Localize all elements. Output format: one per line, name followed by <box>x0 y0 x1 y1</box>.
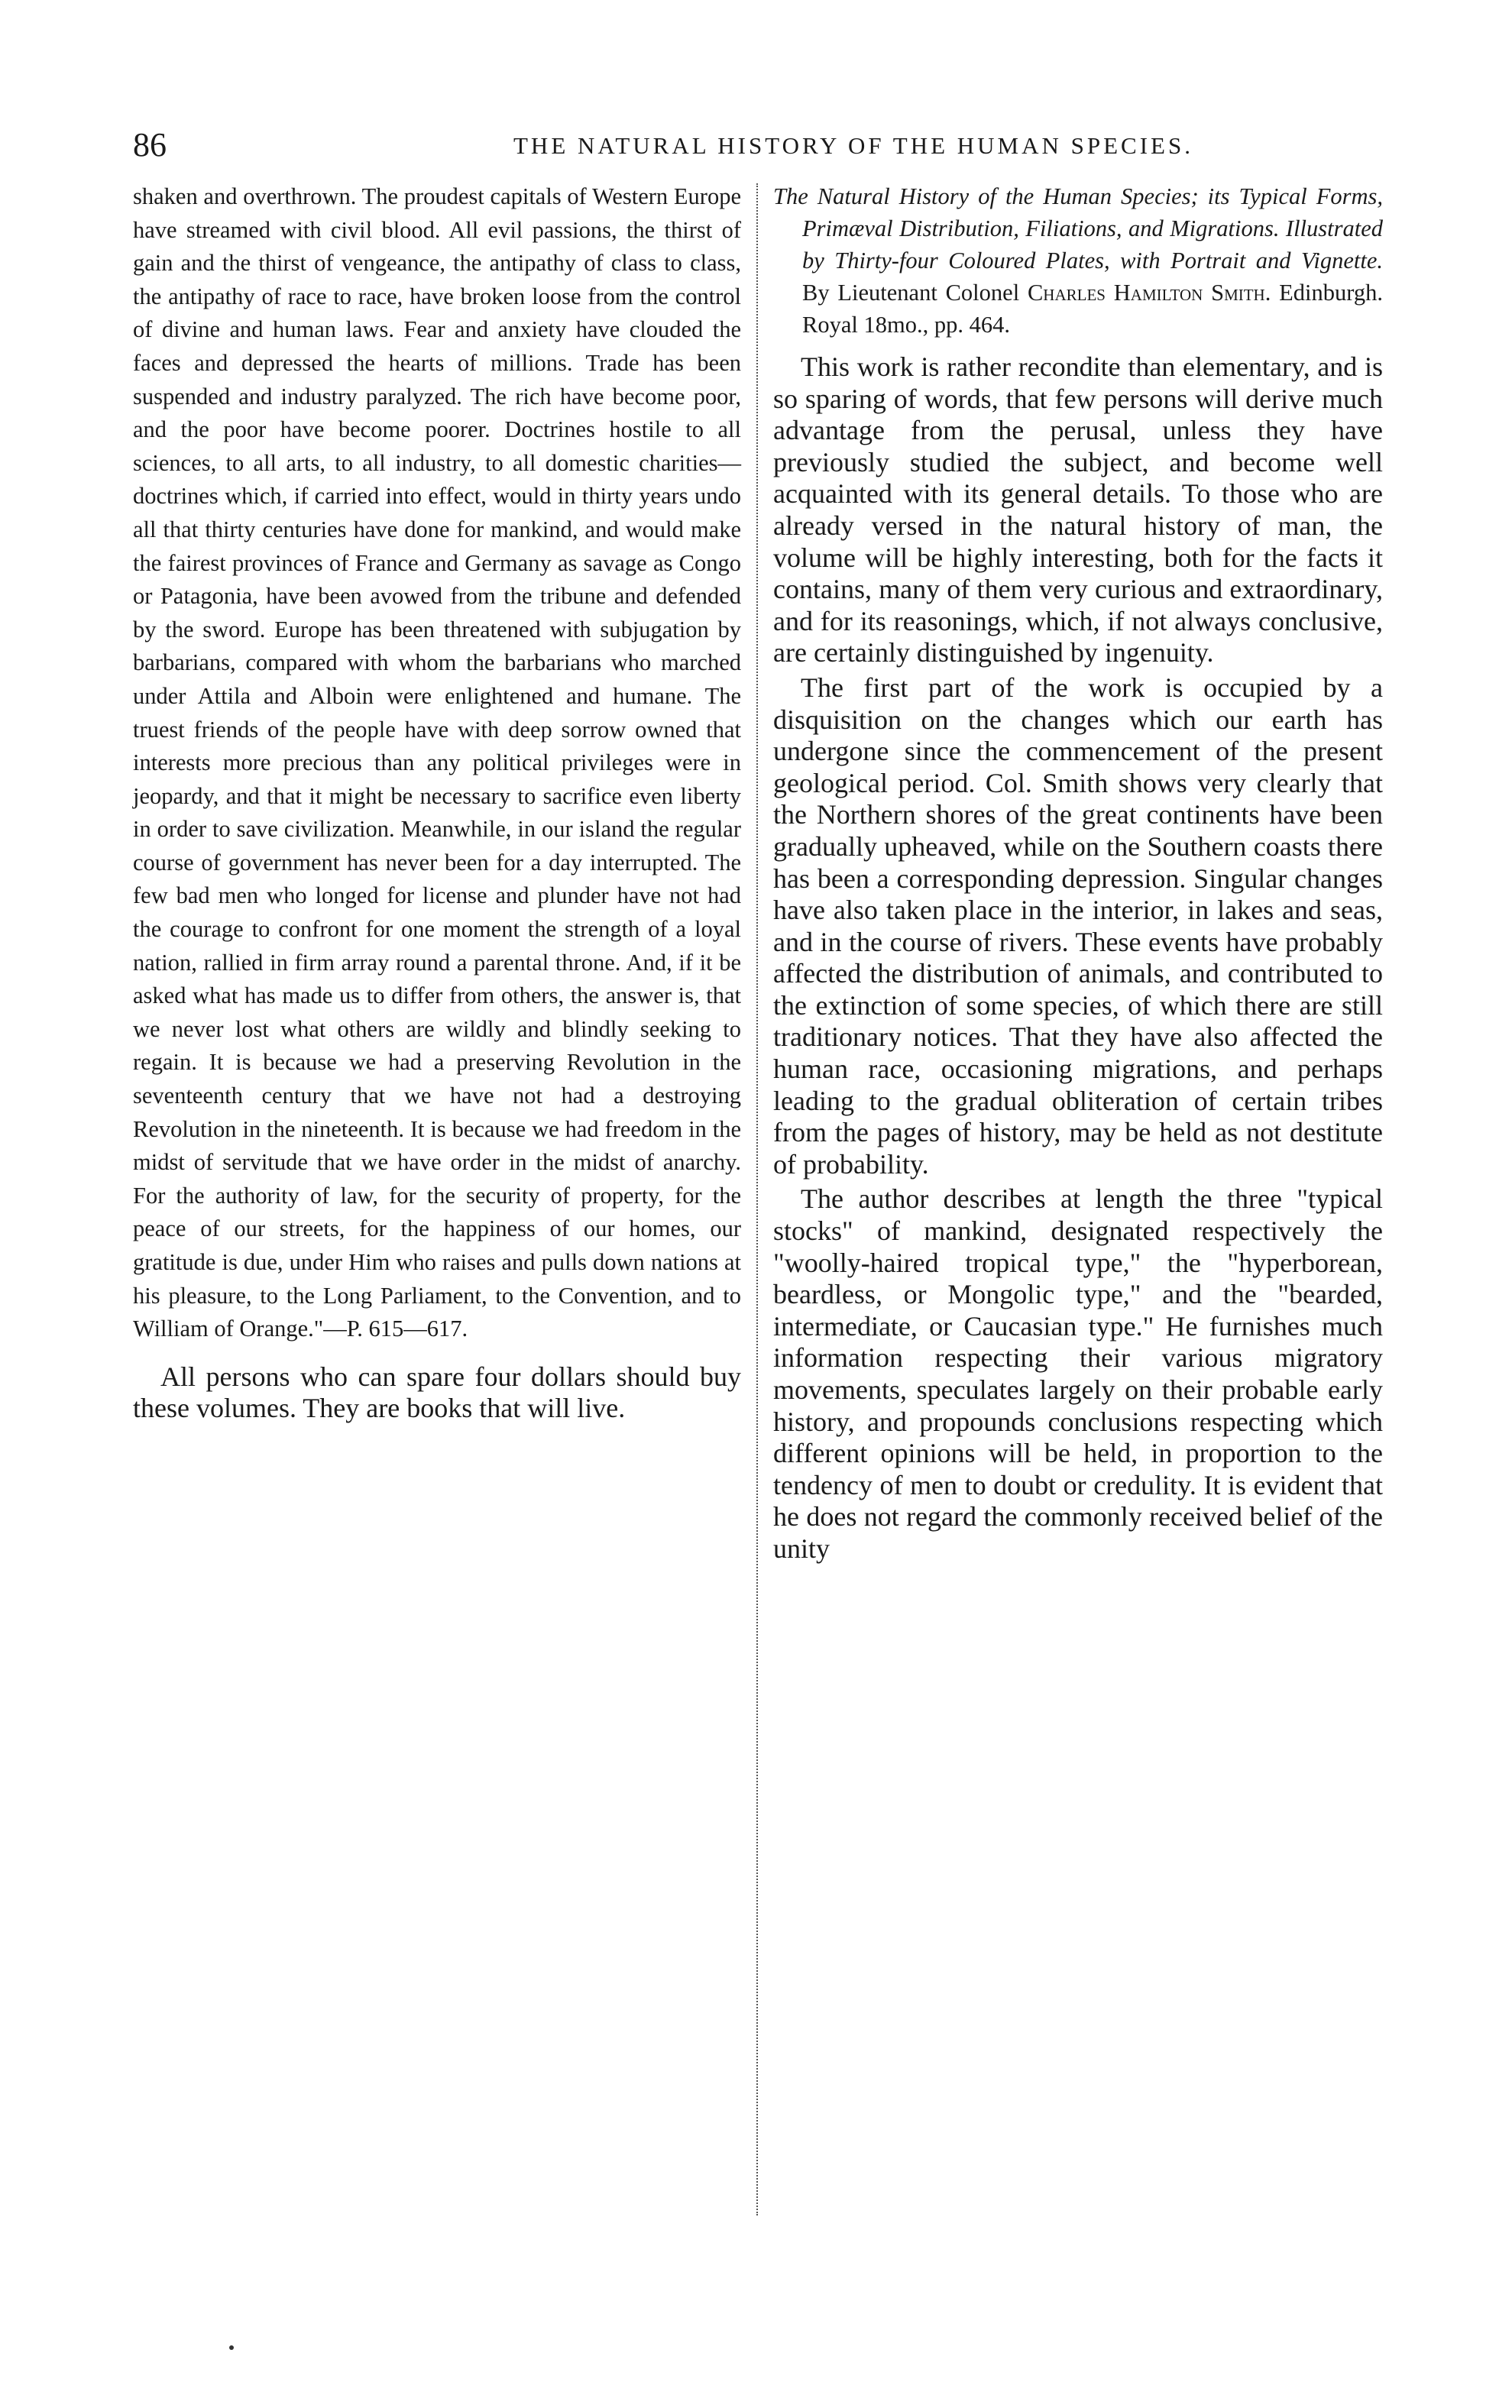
book-title: The Natural History of the Human Species; its Typical Forms, Primæval Distribution, Filiations, and Migrations. Illustrated by Thirty-four Coloured Plates, with Portrait and Vignette. <box>773 183 1383 273</box>
review-paragraph-1: This work is rather recondite than elementary, and is so sparing of words, that few persons will derive much advantage from the perusal, unless they have previously studied the subject, and become well acquainted with its general details. To those who are already versed in the natural history of man, the volume will be highly interesting, both for the facts it contains, many of them very curious and extraordinary, and for its reasonings, which, if not always conclusive, are certainly distinguished by ingenuity. <box>773 351 1383 668</box>
publication-details: . Edinburgh. Royal 18mo., pp. 464. <box>802 280 1383 338</box>
closing-recommendation: All persons who can spare four dollars should buy these volumes. They are books that will live. <box>133 1361 741 1424</box>
page-header <box>133 122 1383 176</box>
review-body <box>773 351 1383 1565</box>
column-divider <box>756 183 758 2215</box>
page-number: 86 <box>133 126 167 163</box>
by-line: By Lieutenant Colonel <box>802 280 1020 306</box>
quoted-passage: shaken and overthrown. The proudest capitals of Western Europe have streamed with civil blood. All evil passions, the thirst of gain and the thirst of vengeance, the antipathy of class to class, the antipathy of race to race, have broken loose from the control of divine and human laws. Fear and anxiety have clouded the faces and depressed the hearts of millions. Trade has been suspended and industry paralyzed. The rich have become poor, and the poor have become poorer. Doctrines hostile to all sciences, to all arts, to all industry, to all domestic charities—doctrines which, if carried into effect, would in thirty years undo all that thirty centuries have done for mankind, and would make the fairest provinces of France and Germany as savage as Congo or Patagonia, have been avowed from the tribune and defended by the sword. Europe has been threatened with subjugation by barbarians, compared with whom the barbarians who marched under Attila and Alboin were enlightened and humane. The truest friends of the people have with deep sorrow owned that interests more precious than any political privileges were in jeopardy, and that it might be necessary to sacrifice even liberty in order to save civilization. Meanwhile, in our island the regular course of government has never been for a day interrupted. The few bad men who longed for license and plunder have not had the courage to confront for one moment the strength of a loyal nation, rallied in firm array round a parental throne. And, if it be asked what has made us to differ from others, the answer is, that we never lost what others are wildly and blindly seeking to regain. It is because we had a preserving Revolution in the seventeenth century that we have not had a destroying Revolution in the nineteenth. It is because we had freedom in the midst of servitude that we have order in the midst of anarchy. For the authority of law, for the security of property, for the peace of our streets, for the happiness of our homes, our gratitude is due, under Him who raises and pulls down nations at his pleasure, to the Long Parliament, to the Convention, and to William of Orange."—P. 615—617. <box>133 183 741 1342</box>
review-paragraph-2: The first part of the work is occupied by a disquisition on the changes which our earth has undergone since the commencement of the present geological period. Col. Smith shows very clearly that the Northern shores of the great continents have been gradually upheaved, while on the Southern coasts there has been a corresponding depression. Singular changes have also taken place in the interior, in lakes and seas, and in the course of rivers. These events have probably affected the distribution of animals, and contributed to the extinction of some species, of which there are still traditionary notices. That they have also affected the human race, occasioning migrations, and perhaps leading to the gradual obliteration of certain tribes from the pages of history, may be held as not destitute of probability. <box>773 672 1383 1180</box>
running-title: THE NATURAL HISTORY OF THE HUMAN SPECIES. <box>513 132 1193 159</box>
review-paragraph-3: The author describes at length the three "typical stocks" of mankind, designated respectively the "woolly-haired tropical type," the "hyperborean, beardless, or Mongolic type," and the "bearded, intermediate, or Caucasian type." He furnishes much information respecting their various migratory movements, speculates largely on their probable early history, and propounds conclusions respecting which different opinions will be held, in proportion to the tendency of men to doubt or credulity. It is evident that he does not regard the commonly received belief of the unity <box>773 1183 1383 1564</box>
ink-speck <box>229 2345 234 2350</box>
author-name: Charles Hamilton Smith <box>1027 280 1265 306</box>
left-column <box>133 180 741 1425</box>
right-column <box>773 180 1383 1565</box>
review-heading <box>773 180 1383 341</box>
